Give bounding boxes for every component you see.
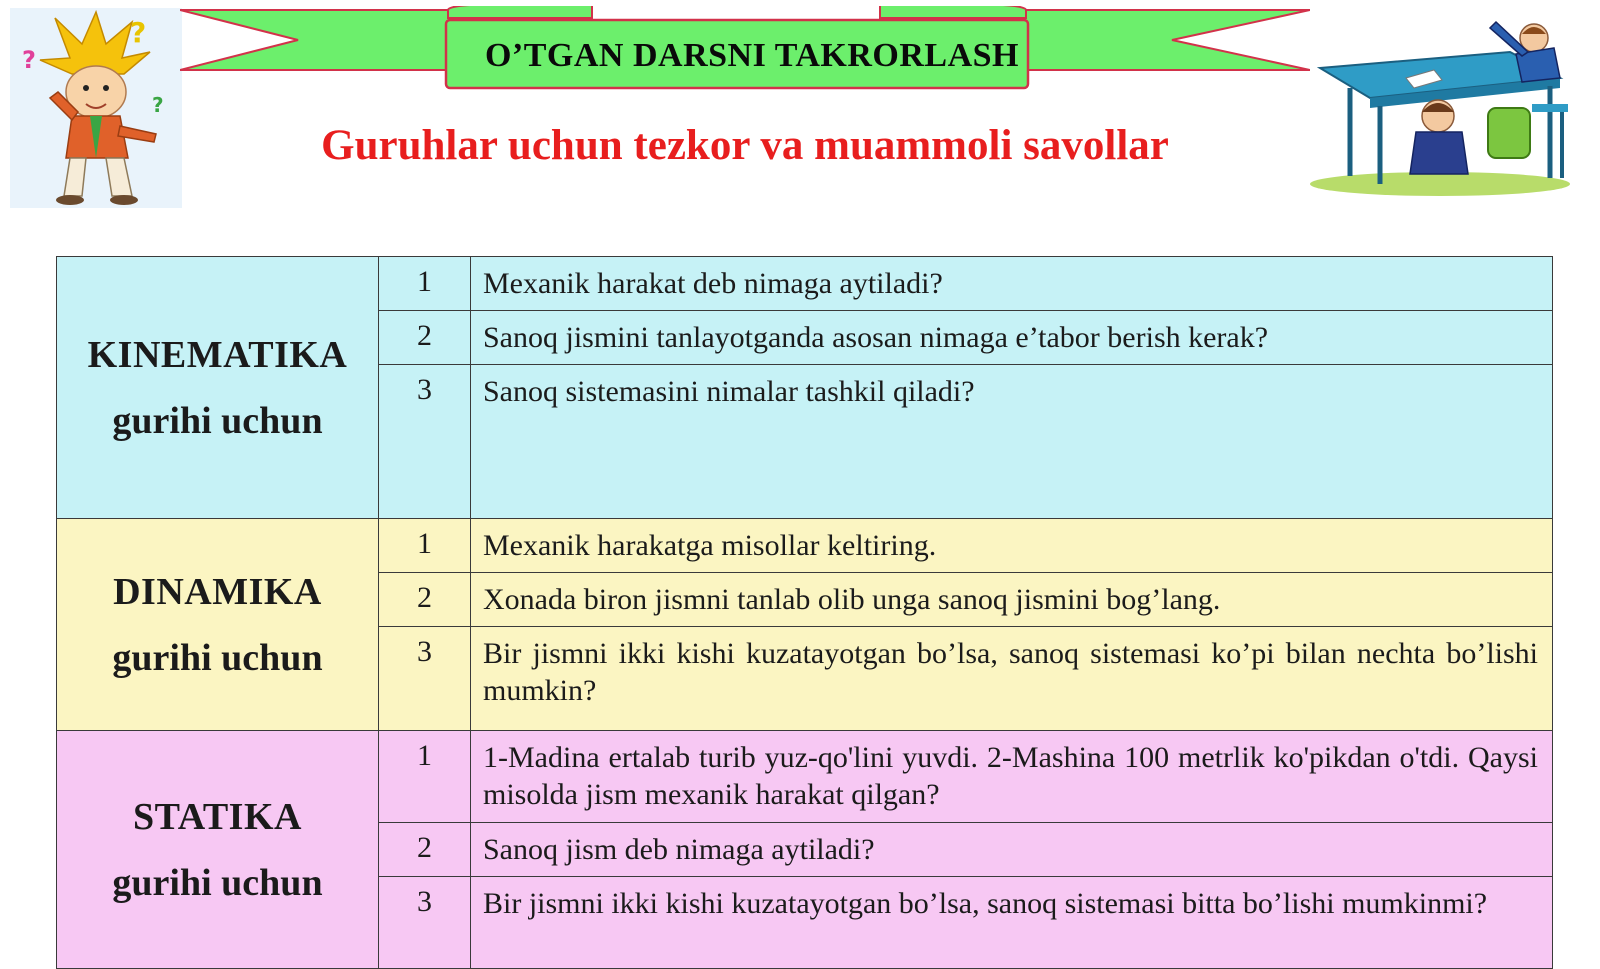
- table-row: [57, 731, 1553, 823]
- group-subtitle: gurihi uchun: [112, 399, 323, 442]
- table-row: [57, 257, 1553, 311]
- question-number: 2: [379, 311, 471, 365]
- question-number: 2: [379, 573, 471, 627]
- question-number: 3: [379, 365, 471, 519]
- question-text: Xonada biron jismni tanlab olib unga sanoq jismini bog’lang.: [471, 573, 1553, 627]
- question-number: 3: [379, 627, 471, 731]
- group-name: KINEMATIKA: [87, 333, 348, 376]
- question-number: 1: [379, 731, 471, 823]
- question-text: Sanoq sistemasini nimalar tashkil qiladi?: [471, 365, 1553, 519]
- question-text: Sanoq jism deb nimaga aytiladi?: [471, 823, 1553, 877]
- group-name: DINAMIKA: [113, 570, 322, 613]
- cartoon-boy-image: [10, 8, 182, 208]
- page-subtitle: Guruhlar uchun tezkor va muammoli savollar: [321, 122, 1169, 169]
- group-cell-dinamika: [57, 519, 379, 731]
- table-row: [57, 519, 1553, 573]
- question-text: 1-Madina ertalab turib yuz-qo'lini yuvdi. 2-Mashina 100 metrlik ko'pikdan o'tdi. Qaysi misolda jism mexanik harakat qilgan?: [471, 731, 1553, 823]
- question-text: Mexanik harakatga misollar keltiring.: [471, 519, 1553, 573]
- question-text: Bir jismni ikki kishi kuzatayotgan bo’lsa, sanoq sistemasi ko’pi bilan nechta bo’lishi mumkin?: [471, 627, 1553, 731]
- children-desk-image: [1310, 8, 1580, 198]
- svg-text:?: ?: [152, 93, 164, 117]
- question-text: Sanoq jismini tanlayotganda asosan nimaga e’tabor berish kerak?: [471, 311, 1553, 365]
- question-number: 1: [379, 519, 471, 573]
- questions-table: [56, 256, 1553, 969]
- svg-text:?: ?: [22, 46, 36, 74]
- question-number: 3: [379, 877, 471, 969]
- group-cell-statika: [57, 731, 379, 969]
- slide-header: [0, 0, 1600, 240]
- group-cell-kinematika: [57, 257, 379, 519]
- banner-title: O’TGAN DARSNI TAKRORLASH: [484, 37, 1020, 74]
- group-subtitle: gurihi uchun: [112, 861, 323, 904]
- question-text: Mexanik harakat deb nimaga aytiladi?: [471, 257, 1553, 311]
- group-name: STATIKA: [133, 795, 302, 838]
- question-number: 1: [379, 257, 471, 311]
- question-number: 2: [379, 823, 471, 877]
- svg-text:?: ?: [130, 16, 147, 49]
- group-subtitle: gurihi uchun: [112, 636, 323, 679]
- question-text: Bir jismni ikki kishi kuzatayotgan bo’lsa, sanoq sistemasi bitta bo’lishi mumkinmi?: [471, 877, 1553, 969]
